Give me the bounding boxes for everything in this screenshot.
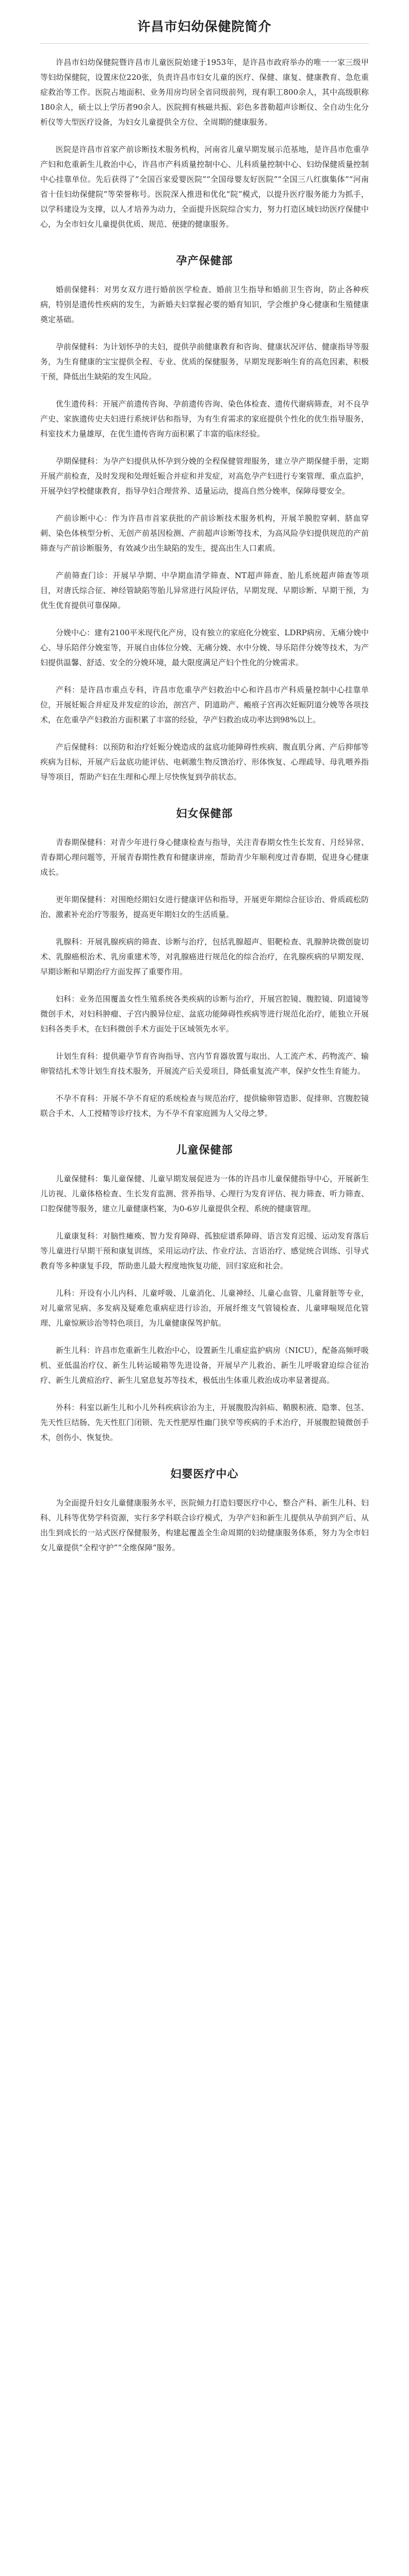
section-paragraph: 计划生育科：提供避孕节育咨询指导、宫内节育器放置与取出、人工流产术、药物流产、输卵管结扎术等计划生育技术服务，开展流产后关爱项目，降低重复流产率，保护女性生育能力。 — [40, 1052, 369, 1076]
section-paragraph: 孕前保健科：为计划怀孕的夫妇，提供孕前健康教育和咨询、健康状况评估、健康指导等服务，为生育健康的宝宝提供全程、专业、优质的保健服务，早期发现影响生育的高危因素，积极干预，降低出生缺陷的发生风险。 — [40, 342, 369, 381]
section-paragraph: 产前筛查门诊：开展早孕期、中孕期血清学筛查、NT超声筛查、胎儿系统超声筛查等项目，对唐氏综合征、神经管缺陷等胎儿异常进行风险评估，早期发现、早期诊断、早期干预，为优生优育提供可靠保障。 — [40, 571, 369, 610]
intro-block — [40, 55, 369, 232]
page-title: 许昌市妇幼保健院简介 — [137, 19, 272, 34]
section-maternal-health — [40, 252, 369, 785]
section-paragraph: 更年期保健科：对围绝经期妇女进行健康评估和指导，开展更年期综合征诊治、骨质疏松防治、激素补充治疗等服务，提高更年期妇女的生活质量。 — [40, 895, 369, 919]
section-paragraph: 产前诊断中心：作为许昌市首家获批的产前诊断技术服务机构，开展羊膜腔穿刺、脐血穿刺、染色体核型分析、无创产前基因检测、产前超声诊断等技术，为高风险孕妇提供规范的产前筛查与产前诊断服务，有效减少出生缺陷的发生，提高出生人口素质。 — [40, 514, 369, 553]
section-paragraph: 儿科：开设有小儿内科、儿童呼吸、儿童消化、儿童神经、儿童心血管、儿童肾脏等专业，对儿童常见病、多发病及疑难危重病症进行诊治，开展纤维支气管镜检查、儿童哮喘规范化管理、儿童惊厥诊治等特色项目，为儿童健康保驾护航。 — [40, 1289, 369, 1328]
section-paragraph: 不孕不育科：开展不孕不育症的系统检查与规范治疗，提供输卵管造影、促排卵、宫腹腔镜联合手术、人工授精等诊疗技术，为不孕不育家庭圆为人父母之梦。 — [40, 1094, 369, 1118]
section-paragraph: 儿童康复科：对脑性瘫痪、智力发育障碍、孤独症谱系障碍、语言发育迟缓、运动发育落后等儿童进行早期干预和康复训练，采用运动疗法、作业疗法、言语治疗、感觉统合训练、引导式教育等多种康复手段，帮助患儿最大程度地恢复功能，回归家庭和社会。 — [40, 1231, 369, 1270]
section-women-health — [40, 805, 369, 1121]
intro-paragraph: 许昌市妇幼保健院暨许昌市儿童医院始建于1953年，是许昌市政府举办的唯一一家三级甲等妇幼保健院，设置床位220张，负责许昌市妇女儿童的医疗、保健、康复、健康教育、急危重症救治等工作。医院占地面积、业务用房均居全省同级前列，现有职工800余人，其中高级职称180余人，硕士以上学历者90余人。医院拥有核磁共振、彩色多普勒超声诊断仪、全自动生化分析仪等大型医疗设备，为妇女儿童提供全方位、全周期的健康服务。 — [40, 58, 369, 127]
section-paragraph: 优生遗传科：开展产前遗传咨询、孕前遗传咨询、染色体检查、遗传代谢病筛查，对不良孕产史、家族遗传史夫妇进行系统评估和指导，为有生育需求的家庭提供个性化的优生指导服务，科室技术力量雄厚，在优生遗传咨询方面积累了丰富的临床经验。 — [40, 399, 369, 438]
section-paragraph: 青春期保健科：对青少年进行身心健康检查与指导，关注青春期女性生长发育、月经异常、青春期心理问题等，开展青春期性教育和健康讲座，帮助青少年顺利度过青春期，促进身心健康成长。 — [40, 838, 369, 877]
section-paragraph: 妇科：业务范围覆盖女性生殖系统各类疾病的诊断与治疗，开展宫腔镜、腹腔镜、阴道镜等微创手术，对妇科肿瘤、子宫内膜异位症、盆底功能障碍性疾病等进行规范化治疗，能独立开展妇科各类手术，在妇科微创手术方面处于区域领先水平。 — [40, 994, 369, 1033]
section-title: 妇婴医疗中心 — [170, 1467, 239, 1480]
section-paragraph: 外科：科室以新生儿和小儿外科疾病诊治为主，开展腹股沟斜疝、鞘膜积液、隐睾、包茎、先天性巨结肠、先天性肛门闭锁、先天性肥厚性幽门狭窄等疾病的手术治疗，开展腹腔镜微创手术，创伤小、恢复快。 — [40, 1403, 369, 1442]
intro-paragraph: 医院是许昌市首家产前诊断技术服务机构，河南省儿童早期发展示范基地，是许昌市危重孕产妇和危重新生儿救治中心，许昌市产科质量控制中心、儿科质量控制中心、妇幼保健质量控制中心挂靠单位。先后获得了“全国百家爱婴医院”“全国母婴友好医院”“全国三八红旗集体”“河南省十佳妇幼保健院”等荣誉称号。医院深入推进和优化“院”模式，以提升医疗服务能力为抓手，以学科建设为支撑，以人才培养为动力，全面提升医院综合实力，努力打造区域妇幼医疗保健中心，为全市妇女儿童提供优质、规范、便捷的健康服务。 — [40, 145, 369, 229]
section-title: 儿童保健部 — [176, 1143, 233, 1156]
title-divider — [40, 43, 369, 44]
section-paragraph: 儿童保健科：集儿童保健、儿童早期发展促进为一体的许昌市儿童保健指导中心，开展新生儿访视、儿童体格检查、生长发育监测、营养指导、心理行为发育评估、视力筛查、听力筛查、口腔保健等服务，建立儿童健康档案，为0-6岁儿童提供全程、系统的健康管理。 — [40, 1174, 369, 1213]
section-paragraph: 产科：是许昌市重点专科，许昌市危重孕产妇救治中心和许昌市产科质量控制中心挂靠单位，开展妊娠合并症及并发症的诊治，剖宫产、阴道助产、瘢痕子宫再次妊娠阴道分娩等各项技术，在危重孕产妇救治方面积累了丰富的经验，孕产妇救治成功率达到98%以上。 — [40, 685, 369, 724]
section-title: 孕产保健部 — [176, 254, 233, 267]
section-paragraph: 乳腺科：开展乳腺疾病的筛查、诊断与治疗，包括乳腺超声、钼靶检查、乳腺肿块微创旋切术、乳腺癌根治术、乳房重建术等，对乳腺癌进行规范化的综合治疗，在乳腺疾病的早期发现、早期诊断和早期治疗方面发挥了重要作用。 — [40, 937, 369, 976]
section-maternity-center — [40, 1466, 369, 1555]
section-title: 妇女保健部 — [176, 807, 233, 820]
section-paragraph: 分娩中心：建有2100平米现代化产房，设有独立的家庭化分娩室、LDRP病房、无痛分娩中心、导乐陪伴分娩室等，开展自由体位分娩、无痛分娩、水中分娩、导乐陪伴分娩等技术，为产妇提供温馨、舒适、安全的分娩环境，最大限度满足产妇个性化的分娩需求。 — [40, 628, 369, 667]
section-paragraph: 新生儿科：许昌市危重新生儿救治中心，设置新生儿重症监护病房（NICU），配备高频呼吸机、亚低温治疗仪、新生儿转运暖箱等先进设备，开展早产儿救治、新生儿呼吸窘迫综合征治疗、新生儿黄疸治疗、新生儿窒息复苏等技术，极低出生体重儿救治成功率显著提高。 — [40, 1346, 369, 1385]
section-paragraph: 孕期保健科：为孕产妇提供从怀孕到分娩的全程保健管理服务，建立孕产期保健手册，定期开展产前检查，及时发现和处理妊娠合并症和并发症，对高危孕产妇进行专案管理、重点监护，开展孕妇学校健康教育，指导孕妇合理营养、适量运动，提高自然分娩率，保障母婴安全。 — [40, 456, 369, 496]
section-paragraph: 婚前保健科：对男女双方进行婚前医学检查、婚前卫生指导和婚前卫生咨询，防止各种疾病，特别是遗传性疾病的发生，为新婚夫妇掌握必要的婚育知识，学会维护身心健康和生殖健康奠定基础。 — [40, 285, 369, 324]
section-paragraph: 为全面提升妇女儿童健康服务水平，医院倾力打造妇婴医疗中心，整合产科、新生儿科、妇科、儿科等优势学科资源，实行多学科联合诊疗模式，为孕产妇和新生儿提供从孕前到产后、从出生到成长的一站式医疗保健服务，构建起覆盖全生命周期的妇幼健康服务体系，努力为全市妇女儿童提供“全程守护”“全维保障”服务。 — [40, 1498, 369, 1552]
section-paragraph: 产后保健科：以预防和治疗妊娠分娩造成的盆底功能障碍性疾病、腹直肌分离、产后抑郁等疾病为目标，开展产后盆底功能评估、电刺激生物反馈治疗、形体恢复、心理疏导、母乳喂养指导等项目，帮助产妇在生理和心理上尽快恢复到孕前状态。 — [40, 742, 369, 782]
section-child-health — [40, 1142, 369, 1445]
